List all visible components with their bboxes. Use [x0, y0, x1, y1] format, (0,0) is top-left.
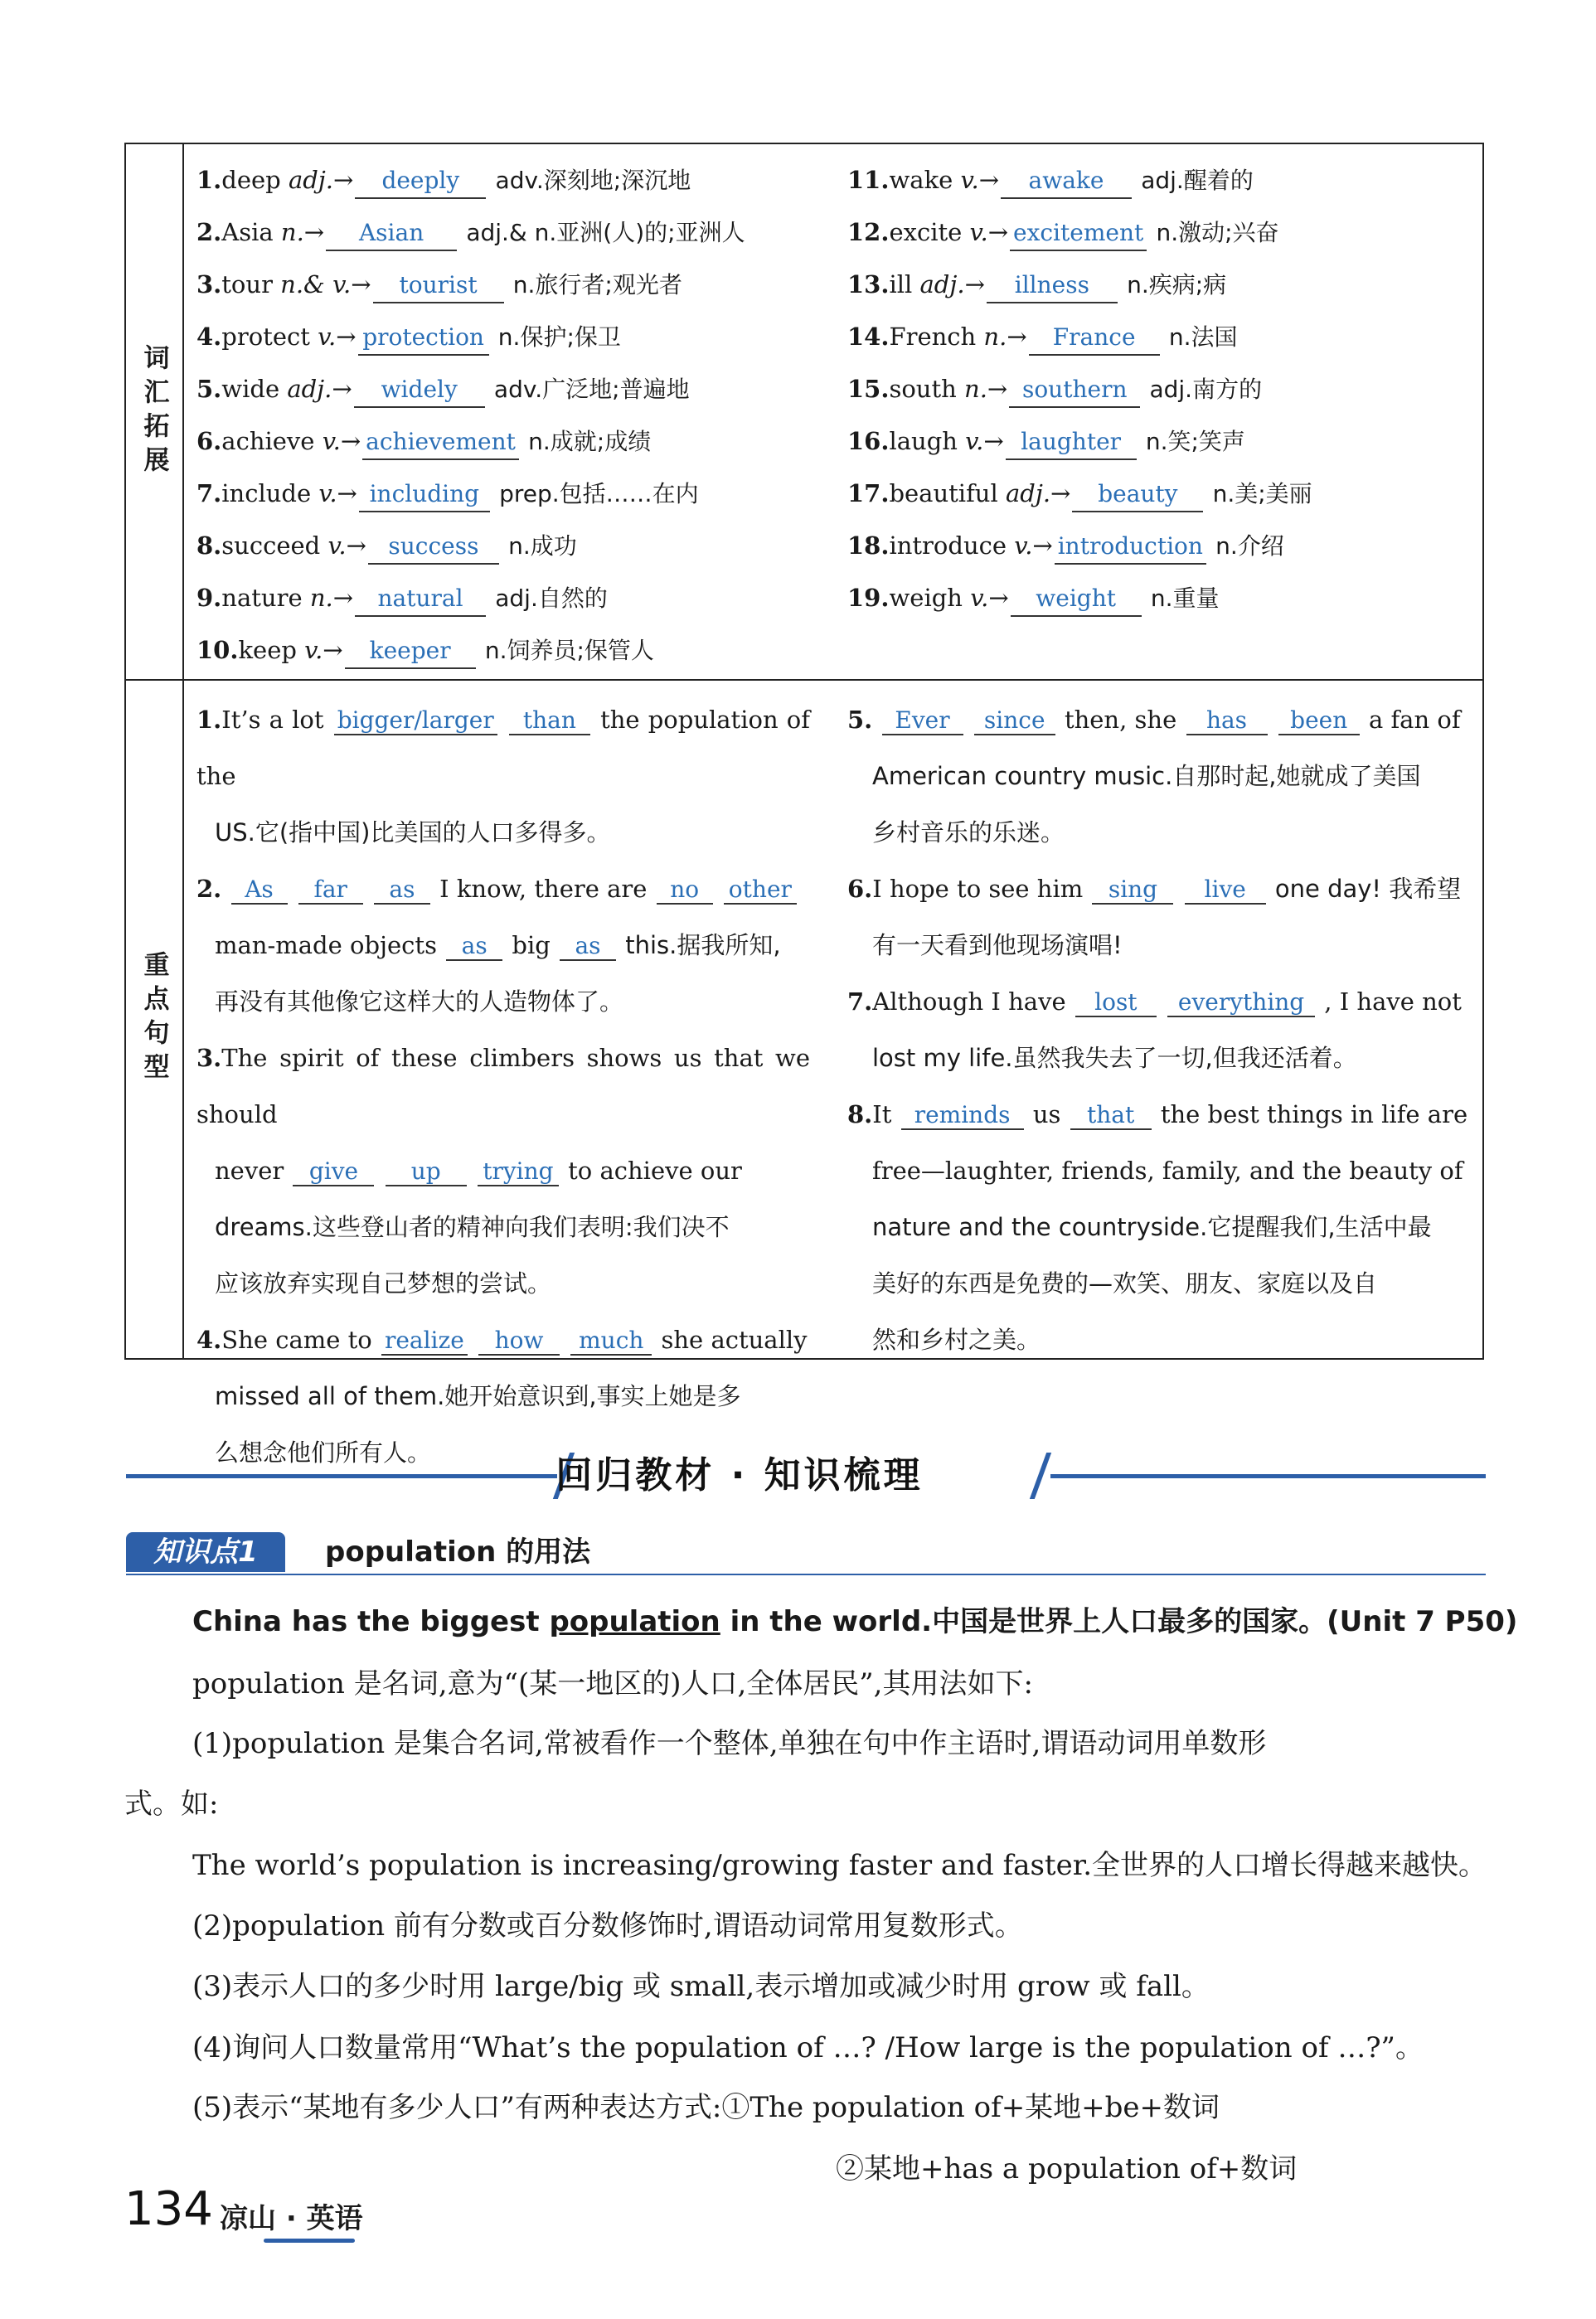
sentence-1: 1.It’s a lot bigger/larger than the population of the US.它(指中国)比美国的人口多得多。	[196, 706, 810, 847]
answer-blank: weight	[1011, 582, 1142, 617]
sentence-2: 2. As far as I know, there are no other man-made objects as big as this.据我所知, 再没有其他像它这样大的人造物体了。	[196, 861, 810, 1030]
vocab-item: 18.introduce v.→ introduction n.介绍	[847, 520, 1477, 572]
answer-blank: laughter	[1006, 425, 1137, 460]
answer-blank: live	[1185, 877, 1266, 905]
sentence-4: 4.She came to realize how much she actually missed all of them.她开始意识到,事实上她是多 么想念他们所有人。	[196, 1326, 808, 1467]
answer-blank: no	[657, 877, 713, 905]
answer-blank: including	[359, 478, 490, 512]
answer-blank: deeply	[355, 164, 486, 199]
answer-blank: that	[1070, 1103, 1152, 1130]
example-sentence: China has the biggest population in the world.中国是世界上人口最多的国家。(Unit 7 P50)	[192, 1605, 1518, 1638]
vocab-item: 16.laugh v.→ laughter n.笑;笑声	[847, 415, 1477, 468]
vocab-item: 17.beautiful adj.→ beauty n.美;美丽	[847, 468, 1477, 520]
answer-blank: up	[386, 1159, 467, 1186]
answer-blank: illness	[987, 269, 1118, 303]
answer-blank: tourist	[373, 269, 504, 303]
answer-blank: success	[368, 530, 499, 565]
answer-blank: as	[446, 934, 502, 961]
vocab-item: 8.succeed v.→ success n.成功	[196, 520, 777, 572]
vocab-item: 10.keep v.→ keeper n.饲养员;保管人	[196, 624, 777, 677]
answer-blank: beauty	[1072, 478, 1203, 512]
exercise-table	[124, 143, 1484, 1467]
vocab-item: 19.weigh v.→ weight n.重量	[847, 572, 1477, 624]
answer-blank: protection	[358, 321, 489, 356]
answer-blank: as	[560, 934, 616, 961]
vocab-item: 1.deep adj.→ deeply adv.深刻地;深沉地	[196, 154, 777, 206]
answer-blank: France	[1029, 321, 1160, 356]
vocab-left-column	[196, 154, 777, 677]
answer-blank: as	[374, 877, 430, 905]
vocab-item: 12.excite v.→ excitement n.激动;兴奋	[847, 206, 1477, 259]
answer-blank: sing	[1092, 877, 1173, 905]
sentence-3: 3.The spirit of these climbers shows us that we should never give up trying to achieve our dreams.这些登山者的精神向我们表明:我们决不 应该放弃实现自己梦想的尝试。	[196, 1044, 810, 1298]
answer-blank: introduction	[1055, 530, 1206, 565]
rule-5-text-alt: ②某地+has a population of+数词	[836, 2152, 1298, 2186]
table-divider	[126, 679, 1482, 681]
sentence-8: 8.It reminds us that the best things in life are free—laughter, friends, family, and the beauty of nature and the countryside.它提醒我们,生活中最 美好的东西是免费的—欢笑、朋友、家庭以及自 然和乡村之美。	[847, 1100, 1468, 1354]
vocab-item: 13.ill adj.→ illness n.疾病;病	[847, 259, 1477, 311]
section-title: 回归教材 · 知识梳理	[555, 1454, 924, 1497]
header-rule-right	[1050, 1474, 1486, 1478]
vocab-item: 9.nature n.→ natural adj.自然的	[196, 572, 777, 624]
vocab-item: 5.wide adj.→ widely adv.广泛地;普遍地	[196, 363, 777, 415]
vocab-item: 6.achieve v.→ achievement n.成就;成绩	[196, 415, 777, 468]
vocab-right-column	[847, 154, 1477, 624]
sentence-left-column	[196, 691, 810, 1481]
rule-1-text: (1)population 是集合名词,常被看作一个整体,单独在句中作主语时,谓语动词用单数形	[192, 1727, 1267, 1760]
knowledge-point-row	[126, 1532, 1486, 1575]
vocab-item: 4.protect v.→ protection n.保护;保卫	[196, 311, 777, 363]
page-number: 134	[124, 2182, 213, 2236]
vocab-item: 7.include v.→ including prep.包括……在内	[196, 468, 777, 520]
sentence-right-column	[847, 691, 1469, 1368]
rule-1-example: The world’s population is increasing/growing faster and faster.全世界的人口增长得越来越快。	[192, 1849, 1487, 1882]
answer-blank: As	[231, 877, 288, 905]
answer-blank: realize	[381, 1328, 468, 1356]
vocab-section-label: 词汇拓展	[126, 144, 184, 679]
rule-5-text: (5)表示“某地有多少人口”有两种表达方式:①The population of+某地+be+数词	[192, 2091, 1220, 2124]
answer-blank: than	[509, 708, 590, 735]
answer-blank: other	[724, 877, 797, 905]
answer-blank: much	[570, 1328, 652, 1356]
vocab-item: 14.French n.→ France n.法国	[847, 311, 1477, 363]
sentence-section-label: 重点句型	[126, 679, 184, 1358]
answer-blank: awake	[1001, 164, 1132, 199]
sentence-5: 5. Ever since then, she has been a fan of American country music.自那时起,她就成了美国 乡村音乐的乐迷。	[847, 706, 1461, 847]
vocab-item: 2.Asia n.→ Asian adj.& n.亚洲(人)的;亚洲人	[196, 206, 777, 259]
footer-rule	[264, 2239, 355, 2243]
answer-blank: far	[298, 877, 363, 905]
answer-blank: give	[293, 1159, 374, 1186]
answer-blank: natural	[355, 582, 486, 617]
rule-1-text-cont: 式。如:	[124, 1788, 219, 1821]
answer-blank: keeper	[345, 634, 476, 669]
answer-blank: trying	[478, 1159, 559, 1186]
sentence-7: 7.Although I have lost everything , I have not lost my life.虽然我失去了一切,但我还活着。	[847, 987, 1462, 1072]
answer-blank: lost	[1075, 990, 1157, 1017]
vocab-item: 15.south n.→ southern adj.南方的	[847, 363, 1477, 415]
rule-3-text: (3)表示人口的多少时用 large/big 或 small,表示增加或减少时用 grow 或 fall。	[192, 1970, 1210, 2003]
answer-blank: widely	[354, 373, 485, 408]
answer-blank: everything	[1167, 990, 1315, 1017]
answer-blank: Asian	[326, 216, 457, 251]
section-header	[126, 1443, 1486, 1509]
answer-blank: Ever	[882, 708, 963, 735]
answer-blank: reminds	[901, 1103, 1024, 1130]
answer-blank: bigger/larger	[334, 708, 497, 735]
book-title: 凉山 · 英语	[220, 2202, 363, 2235]
intro-text: population 是名词,意为“(某一地区的)人口,全体居民”,其用法如下:	[192, 1667, 1033, 1700]
answer-blank: been	[1278, 708, 1360, 735]
answer-blank: southern	[1009, 373, 1140, 408]
vocab-item: 11.wake v.→ awake adj.醒着的	[847, 154, 1477, 206]
answer-blank: since	[974, 708, 1055, 735]
answer-blank: achievement	[362, 425, 519, 460]
answer-blank: has	[1186, 708, 1268, 735]
sentence-6: 6.I hope to see him sing live one day! 我希望 有一天看到他现场演唱!	[847, 875, 1462, 959]
rule-2-text: (2)population 前有分数或百分数修饰时,谓语动词常用复数形式。	[192, 1909, 1023, 1943]
knowledge-point-title: population 的用法	[325, 1535, 591, 1569]
answer-blank: excitement	[1010, 216, 1147, 251]
rule-4-text: (4)询问人口数量常用“What’s the population of …? /How large is the population of …?”。	[192, 2031, 1424, 2064]
answer-blank: how	[478, 1328, 560, 1356]
knowledge-point-tag: 知识点1	[126, 1532, 285, 1572]
vocab-item: 3.tour n.& v.→ tourist n.旅行者;观光者	[196, 259, 777, 311]
